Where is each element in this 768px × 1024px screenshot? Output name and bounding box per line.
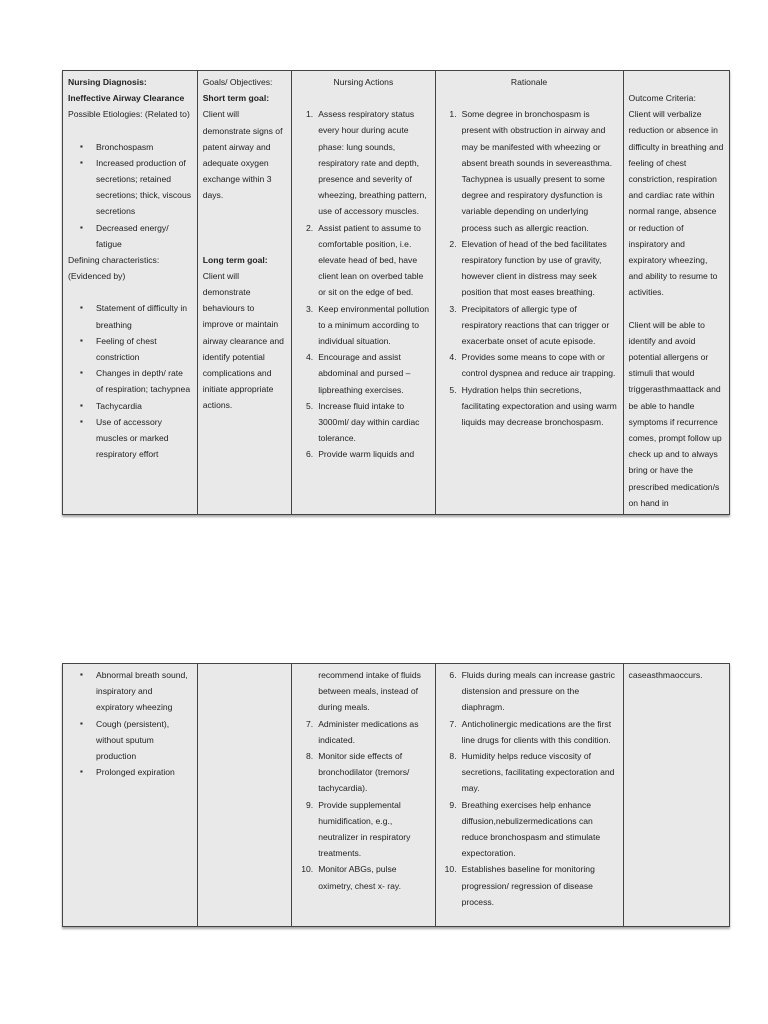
list-item: 2. Assist patient to assume to comfortable position, i.e. elevate head of bed, have client lean on overbed table or sit on the edge of bed.: [306, 222, 424, 298]
list-item: ▪ Use of accessory muscles or marked respiratory effort: [68, 414, 192, 463]
nursing-actions-cell: [292, 664, 435, 927]
rationale-cell: [435, 71, 623, 515]
list-item: 8. Humidity helps reduce viscosity of secretions, facilitating expectoration and may.: [449, 751, 615, 794]
care-plan-table-page-1: [62, 70, 730, 515]
list-item: ▪ Bronchospasm: [68, 139, 192, 155]
goals-cell: [197, 664, 292, 927]
assessment-cell: [63, 71, 198, 515]
outcome-criteria-label: Outcome Criteria:: [628, 93, 696, 103]
etiologies-label: Possible Etiologies: (Related to): [68, 109, 190, 120]
list-item: ▪ Prolonged expiration: [68, 764, 192, 780]
list-item: ▪ Tachycardia: [68, 398, 192, 414]
list-item: 5. Increase fluid intake to 3000ml/ day within cardiac tolerance.: [306, 400, 420, 444]
list-item: 3. Keep environmental pollution to a minimum according to individual situation.: [306, 303, 430, 347]
outcome-criteria-continued: caseasthmaoccurs.: [628, 670, 703, 680]
goals-cell: [197, 71, 292, 515]
outcome-criteria-text-1: Client will verbalize reduction or absence in difficulty in breathing and feeling of chest constriction, respiration and cardiac rate within normal range, absence or reduction of inspiratory and expiratory wheezing, and ability to resume to activities.: [628, 109, 724, 298]
defining-list: [68, 300, 192, 462]
list-item: 6. Fluids during meals can increase gastric distension and pressure on the diaphragm.: [449, 670, 615, 713]
rationale-list: [441, 106, 618, 430]
list-item: ▪ Statement of difficulty in breathing: [68, 300, 192, 332]
defining-label: Defining characteristics: (Evidenced by): [68, 255, 160, 282]
assessment-cell: [63, 664, 198, 927]
list-item: 8. Monitor side effects of bronchodilator (tremors/ tachycardia).: [306, 751, 410, 794]
list-item: 6. Provide warm liquids and: [306, 449, 415, 460]
defining-list-continued: [68, 667, 192, 780]
list-item: 4. Encourage and assist abdominal and pursed – lipbreathing exercises.: [306, 352, 411, 395]
rationale-list: [441, 667, 618, 910]
diagnosis-title: Ineffective Airway Clearance: [68, 93, 185, 104]
list-item: 7. Anticholinergic medications are the first line drugs for clients with this condition.: [449, 718, 612, 745]
list-item: 2. Elevation of head of the bed facilitates respiratory function by use of gravity, however client in distress may seek position that most eases breathing.: [449, 238, 607, 298]
list-item: ▪ Abnormal breath sound, inspiratory and expiratory wheezing: [68, 667, 192, 716]
nursing-actions-header: Nursing Actions: [333, 77, 394, 87]
list-item: 5. Hydration helps thin secretions, facilitating expectoration and using warm liquids may decrease bronchospasm.: [449, 384, 617, 428]
short-term-goal-label: Short term goal:: [202, 93, 270, 104]
list-item: 7. Administer medications as indicated.: [306, 718, 419, 745]
list-item: ▪ Feeling of chest constriction: [68, 333, 192, 365]
etiologies-list: [68, 139, 192, 252]
list-item: 1. Assess respiratory status every hour during acute phase: lung sounds, respiratory rate and depth, presence and severity of wheezing, breathing pattern, use of accessory muscles.: [306, 109, 427, 217]
list-item: ▪ Cough (persistent), without sputum production: [68, 716, 192, 765]
table-row: [63, 71, 730, 515]
nursing-actions-list: [297, 106, 429, 462]
outcome-criteria-cell: [623, 664, 729, 927]
list-item: 4. Provides some means to cope with or control dyspnea and reduce air trapping.: [449, 352, 616, 379]
long-term-goal-text: Client will demonstrate behaviours to improve or maintain airway clearance and identify potential complications and initiate appropriate actions.: [202, 270, 284, 411]
diagnosis-label: Nursing Diagnosis:: [68, 77, 147, 87]
list-item: 9. Breathing exercises help enhance diffusion,nebulizermedications can reduce bronchospasm and stimulate expectoration.: [449, 799, 601, 859]
list-item: 10. Establishes baseline for monitoring progression/ regression of disease process.: [444, 864, 595, 907]
list-item: ▪ Changes in depth/ rate of respiration; tachypnea: [68, 365, 192, 397]
rationale-header: Rationale: [510, 77, 548, 87]
care-plan-table-page-2: [62, 663, 730, 927]
list-item: ▪ Decreased energy/ fatigue: [68, 220, 192, 252]
short-term-goal-text: Client will demonstrate signs of patent airway and adequate oxygen exchange within 3 days.: [202, 109, 283, 201]
outcome-criteria-cell: [623, 71, 729, 515]
list-item: 1. Some degree in bronchospasm is present with obstruction in airway and may be manifested with wheezing or absent breath sounds in severeasthma. Tachypnea is usually present to some degree and respiratory dysfunction is variable depending on underlying process such as allergic reaction.: [449, 109, 613, 233]
nursing-action-continued: recommend intake of fluids between meals, instead of during meals.: [318, 670, 421, 713]
list-item: 3. Precipitators of allergic type of respiratory reactions that can trigger or exacerbate onset of acute episode.: [449, 303, 610, 347]
outcome-criteria-text-2: Client will be able to identify and avoid potential allergens or stimuli that would triggerasthmaattack and be able to handle symptoms if recurrence comes, prompt follow up check up and to always bring or have the prescribed medication/s on hand in: [628, 319, 722, 508]
list-item: 10. Monitor ABGs, pulse oximetry, chest x- ray.: [301, 864, 401, 891]
goals-header: Goals/ Objectives:: [202, 77, 273, 87]
rationale-cell: [435, 664, 623, 927]
table-row: [63, 664, 730, 927]
list-item: ▪ Increased production of secretions; retained secretions; thick, viscous secretions: [68, 155, 192, 220]
nursing-actions-list: [297, 716, 429, 894]
list-item: 9. Provide supplemental humidification, e.g., neutralizer in respiratory treatments.: [306, 799, 411, 859]
long-term-goal-label: Long term goal:: [202, 254, 268, 265]
nursing-actions-cell: [292, 71, 435, 515]
